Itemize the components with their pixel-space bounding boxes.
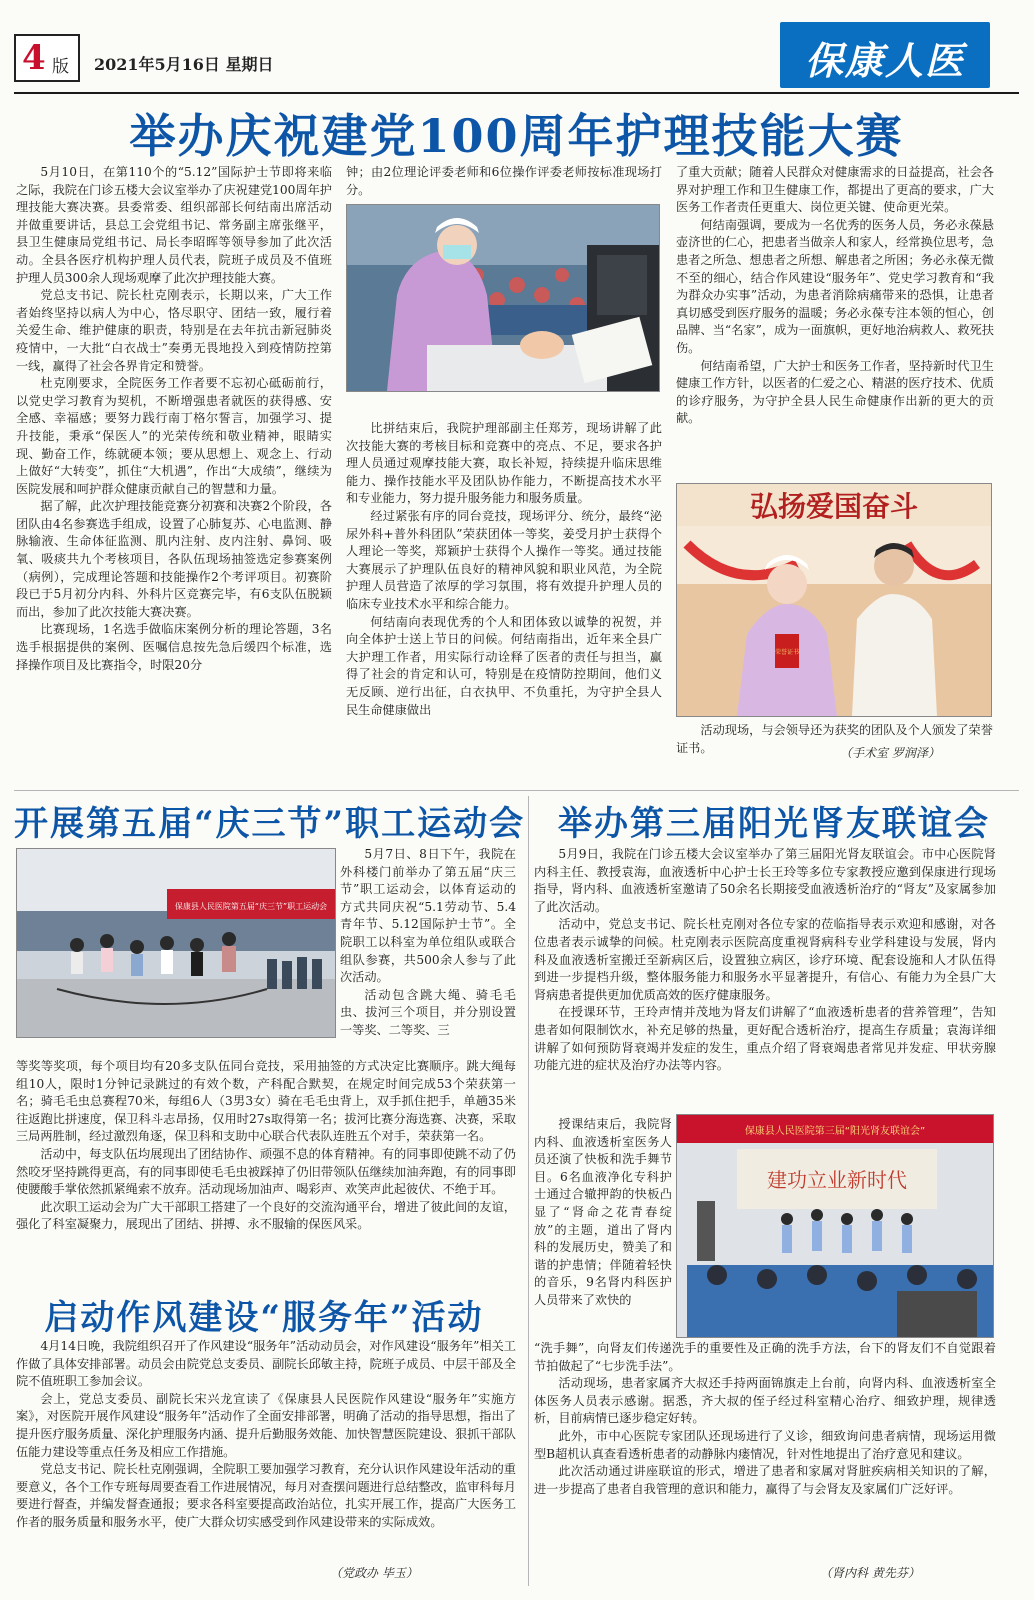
paragraph: 此次职工运动会为广大干部职工搭建了一个良好的交流沟通平台，增进了彼此间的友谊，强化了科室凝聚力，展现出了团结、拼搏、永不服输的保医风采。 — [16, 1199, 516, 1232]
paragraph: 钟；由2位理论评委老师和6位操作评委老师按标准现场打分。 — [346, 165, 662, 197]
article1-col2-bottom — [346, 420, 662, 788]
paragraph: 党总支书记、院长杜克刚强调，全院职工要加强学习教育，充分认识作风建设年活动的重要意义，各个工作专班每周要查看工作进展情况，每月对查摆问题进行总结整改，监审科每月要进行督查，并编发督查通报；要求各科室要提高政治站位，扎实开展工作，提高广大医务工作者的服务质量和服务水平，使广大群众切实感受到作风建设带来的实际成效。 — [16, 1462, 516, 1529]
paragraph: 在授课环节，王玲声情并茂地为肾友们讲解了“血液透析患者的营养管理”，告知患者如何限制饮水，补充足够的热量，更好配合透析治疗，提高生存质量；袁海详细讲解了如何预防肾衰竭并发症的发生，重点介绍了肾衰竭患者常见并发症、甲状旁腺功能亢进的症状及治疗办法等内容。 — [534, 1005, 996, 1073]
paragraph: 等奖等奖项，每个项目均有20多支队伍同台竞技，采用抽签的方式决定比赛顺序。跳大绳每组10人，限时1分钟记录跳过的有效个数，产科配合默契，在规定时间完成53个荣获第一名；骑毛毛虫总赛程70米，每组6人（3男3女）骑在毛毛虫背上，双手抓住把手，单趟35米往返跑比拼速度，保卫科斗志昂扬，仅用时27s取得第一名；拔河比赛分海选赛、决赛，采取三局两胜制，经过激烈角逐，保卫科和支助中心联合代表队连胜五个对手，荣获第一名。 — [16, 1059, 516, 1144]
paragraph: 了重大贡献；随着人民群众对健康需求的日益提高，社会各界对护理工作和卫生健康工作，都提出了更高的要求，广大医务工作者责任更重大、岗位更关键、使命更光荣。 — [676, 165, 994, 215]
paragraph: 活动包含跳大绳、骑毛毛虫、拔河三个项目，并分别设置一等奖、二等奖、三 — [340, 987, 516, 1037]
paragraph: 杜克刚要求，全院医务工作者要不忘初心砥砺前行，以党史学习教育为契机，不断增强患者就医的获得感、安全感、幸福感；要努力践行南丁格尔誓言，加强学习、提升技能，秉承“保医人”的光荣传统和敬业精神，眼睛实现、勤奋工作，练就硬本领；要从思想上、观念上、行动上做好“大转变”，抓住“大机遇”，作出“大成绩”，继续为医院发展和呵护群众健康贡献自己的智慧和力量。 — [16, 376, 332, 496]
section-divider — [14, 790, 1019, 791]
masthead-logo — [780, 22, 990, 88]
paragraph: 5月7日、8日下午，我院在外科楼门前举办了第五届“庆三节”职工运动会，以体育运动的方式共同庆祝“5.1劳动节、5.4青年节、5.12国际护士节”。全院职工以科室为单位组队或联合组队参赛，共500余人参与了此次活动。 — [340, 847, 516, 985]
certificate-text: 荣誉证书 — [774, 649, 800, 656]
photo-nurse-cpr — [346, 204, 660, 392]
article1-col2-top — [346, 164, 662, 200]
paragraph: 党总支书记、院长杜克刚表示，长期以来，广大工作者始终坚持以病人为中心，恪尽职守、团结一致，履行着关爱生命、维护健康的职责，特别是在去年抗击新冠肺炎疫情中，一大批“白衣战士”奏勇无畏地投入到疫情防控第一线，赢得了社会各界肯定和赞誉。 — [16, 288, 332, 373]
article3-credit: （党政办 毕玉） — [330, 1566, 418, 1580]
article4-body1 — [534, 846, 996, 1114]
paragraph: 4月14日晚，我院组织召开了作风建设“服务年”活动动员会，对作风建设“服务年”相关工作做了具体安排部署。动员会由院党总支委员、副院长邱敏主持，院班子成员、中层干部及全院不值班职工参加会议。 — [16, 1339, 516, 1389]
masthead-title: 保康人医 — [804, 38, 965, 83]
paragraph: 会上，党总支委员、副院长宋兴龙宣读了《保康县人民医院作风建设“服务年”实施方案》，对医院开展作风建设“服务年”活动作了全面安排部署，明确了活动的指导思想，指出了提升医疗服务质量、深化护理服务内涵、提升后勤服务效能、加快智慧医院建设、狠抓干部队伍能力建设等重点任务及相应工作措施。 — [16, 1391, 516, 1459]
article2-body — [16, 1058, 516, 1290]
photo-jump-rope — [16, 848, 336, 1038]
article4-title: 举办第三届阳光肾友联谊会 — [558, 804, 990, 844]
article1-title: 举办庆祝建党100周年护理技能大赛 — [129, 109, 904, 163]
paragraph: 何结南向表现优秀的个人和团体致以诚挚的祝贺，并向全体护士送上节日的问候。何结南指出，近年来全县广大护理工作者，用实际行动诠释了医者的责任与担当，赢得了社会的肯定和认可，特别是在疫情防控期间，他们义无反顾、逆行出征，白衣执甲、不负重托，为守护全县人民生命健康做出 — [346, 614, 662, 717]
article1-col1 — [16, 164, 332, 788]
article4-body2 — [534, 1340, 996, 1556]
paragraph: 此外，市中心医院专家团队还现场进行了义诊，细致询问患者病情，现场运用微型B超机认真查看透析患者的动静脉内瘘情况，针对性地提出了治疗意见和建议。 — [534, 1428, 996, 1461]
paragraph: 比赛现场，1名选手做临床案例分析的理论答题，3名选手根据提供的案例、医嘱信息按先急后缓四个标准，选择操作项目及比赛指令，时限20分 — [16, 622, 332, 672]
photo-banner-text: 弘扬爱国奋斗 — [749, 490, 919, 523]
photo-banner-text: 保康县人民医院第三届“阳光肾友联谊会” — [744, 1126, 926, 1137]
article2-side — [340, 846, 516, 1056]
paragraph: “洗手舞”，向肾友们传递洗手的重要性及正确的洗手方法，台下的肾友们不自觉跟着节拍做起了“七步洗手法”。 — [534, 1341, 996, 1373]
photo-hand-wash-dance — [676, 1114, 994, 1338]
article4-side — [534, 1116, 672, 1338]
paragraph: 5月9日，我院在门诊五楼大会议室举办了第三届阳光肾友联谊会。市中心医院肾内科主任、教授袁海，血液透析中心护士长王玲等多位专家教授应邀到保康进行现场指导，肾内科、血液透析室邀请了50余名长期接受血液透析治疗的“肾友”及家属参加了此次活动。 — [534, 847, 996, 914]
article1-credit: （手术室 罗润泽） — [840, 746, 940, 760]
paragraph: 何结南强调，要成为一名优秀的医务人员，务必永葆悬壶济世的仁心，把患者当做亲人和家人，经常换位思考，急患者之所急、想患者之所想、解患者之所困；务必永葆无微不至的细心，结合作风建设“服务年”、党史学习教育和“我为群众办实事”活动，为患者消除病痛带来的恐惧，让患者真切感受到医疗服务的温暖；务必永葆专注本领的恒心，创品牌、当“名家”，成为一面旗帜，更好地治病救人、救死扶伤。 — [676, 217, 994, 355]
article3-body — [16, 1338, 516, 1588]
paragraph: 何结南希望，广大护士和医务工作者，坚持新时代卫生健康工作方针，以医者的仁爱之心、精湛的医疗技术、优质的诊疗服务，为守护全县人民生命健康作出新的更大的贡献。 — [676, 358, 994, 426]
paragraph: 活动中，党总支书记、院长杜克刚对各位专家的莅临指导表示欢迎和感谢，对各位患者表示诚挚的问候。杜克刚表示医院高度重视肾病科专业学科建设与发展，肾内科及血液透析室搬迁至新病区后，设置独立病区，诊疗环境、配套设施和人才队伍得到进一步提档升级，整体服务能力和服务水平显著提升，有信心、有能力为全县广大肾病患者提供更加优质高效的医疗健康服务。 — [534, 917, 996, 1002]
article2-title: 开展第五届“庆三节”职工运动会 — [14, 804, 526, 844]
paragraph: 5月10日，在第110个的“5.12”国际护士节即将来临之际，我院在门诊五楼大会议室举办了庆祝建党100周年护理技能大赛决赛。县委常委、组织部部长何结南出席活动并做重要讲话，县总工会党组书记、常务副主席张继平，县卫生健康局党组书记、局长李昭晖等领导参加了此次活动。全县各医疗机构护理人员代表，院班子成员及不值班护理人员300余人现场观摩了此次护理技能大赛。 — [16, 165, 332, 285]
article4-credit: （肾内科 黄先芬） — [820, 1566, 920, 1580]
paragraph: 此次活动通过讲座联谊的形式，增进了患者和家属对肾脏疾病相关知识的了解，进一步提高了患者自我管理的意识和能力，赢得了与会肾友及家属们广泛好评。 — [534, 1464, 996, 1496]
paragraph: 授课结束后，我院肾内科、血液透析室医务人员还演了快板和洗手舞节目。6名血液净化专科护士通过合辙押韵的快板凸显了“肾命之花青春绽放”的主题，道出了肾内科的发展历史，赞美了和谐的护患情；伴随着轻快的音乐，9名肾内科医护人员带来了欢快的 — [534, 1117, 672, 1307]
article1-col3 — [676, 164, 994, 478]
paragraph: 活动现场，患者家属齐大叔还手持两面锦旗走上台前，向肾内科、血液透析室全体医务人员表示感谢。据悉，齐大叔的侄子经过科室精心治疗、细致护理，规律透析，目前病情已逐步稳定好转。 — [534, 1376, 996, 1426]
paragraph: 据了解，此次护理技能竞赛分初赛和决赛2个阶段，各团队由4名参赛选手组成，设置了心肺复苏、心电监测、静脉输液、生命体征监测、肌内注射、皮内注射、鼻饲、吸氧、吸痰共九个考核项目，各队伍现场抽签选定参赛案例（病例），完成理论答题和技能操作2个考评项目。初赛阶段已于5月初分内科、外科片区竞赛完毕，有6支队伍脱颖而出，参加了此次技能大赛决赛。 — [16, 499, 332, 619]
article1-caption: 活动现场，与会领导还为获奖的团队及个人颁发了荣誉证书。 — [676, 723, 993, 755]
column-divider — [528, 796, 529, 1586]
paragraph: 活动中，每支队伍均展现出了团结协作、顽强不息的体育精神。有的同事即使跳不动了仍然咬牙坚持跳得更高，有的同事即使毛毛虫被踩掉了仍旧带领队伍继续加油奔跑，有的同事即使腰酸手掌依然抓紧绳索不放弃。活动现场加油声、喝彩声、欢笑声此起彼伏、不绝于耳。 — [16, 1146, 516, 1197]
photo-banner-text: 保康县人民医院第五届“庆三节”职工运动会 — [174, 902, 328, 911]
paragraph: 比拼结束后，我院护理部副主任郑芳，现场讲解了此次技能大赛的考核目标和竞赛中的亮点、不足，要求各护理人员通过观摩技能大赛，取长补短，持续提升临床思维能力、操作技能水平及团队协作能力，不断提高技术水平和专业能力，努力提升服务能力和服务质量。 — [346, 421, 662, 506]
photo-award-ceremony — [676, 483, 992, 717]
screen-text: 建功立业新时代 — [767, 1168, 907, 1192]
paragraph: 经过紧张有序的同台竞技，现场评分、统分，最终“泌尿外科+普外科团队”荣获团体一等奖，姜受月护士获得个人理论一等奖，郑颖护士获得个人操作一等奖。通过技能大赛展示了护理队伍良好的精神风貌和职业风范，为全院护理人员营造了浓厚的学习氛围，将有效提升护理人员的临床专业技术水平和综合能力。 — [346, 508, 662, 611]
article3-title: 启动作风建设“服务年”活动 — [44, 1298, 484, 1338]
page-suffix: 版 — [52, 57, 69, 77]
page-number: 4 — [22, 38, 46, 78]
header-rule — [14, 92, 1019, 94]
issue-date: 2021年5月16日 星期日 — [94, 55, 274, 74]
